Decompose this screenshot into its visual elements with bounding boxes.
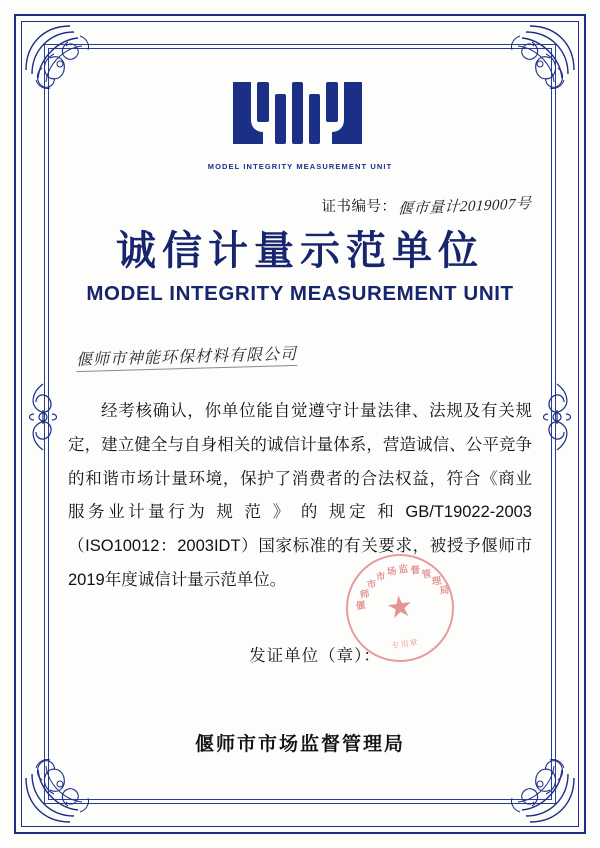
recipient-name: 偃师市神能环保材料有限公司 bbox=[76, 341, 298, 372]
seal-bottom-text: 专用章 bbox=[391, 637, 420, 651]
certificate-title-chinese: 诚信计量示范单位 bbox=[116, 229, 484, 273]
certificate-body-text: 经考核确认，你单位能自觉遵守计量法律、法规及有关规定，建立健全与自身相关的诚信计量体系，营造诚信、公平竞争的和谐市场计量环境，保护了消费者的合法权益，符合《商业 服务业计量行为 规 范 》 的 规定 和 GB/T19022-2003（ISO10012：2003IDT）国家标准的有关要求，被授予偃师市2019年度诚信计量示范单位。 bbox=[68, 402, 532, 590]
certificate-title-english: MODEL INTEGRITY MEASUREMENT UNIT bbox=[86, 282, 514, 305]
certificate-number-row bbox=[60, 195, 540, 216]
seal-top-text: 偃 师 市 市 场 监 督 管 理 局 bbox=[355, 563, 450, 613]
issuing-organization: 偃师市市场监督管理局 bbox=[194, 734, 405, 755]
logo-subtitle: MODEL INTEGRITY MEASUREMENT UNIT bbox=[207, 162, 393, 171]
side-ornament-icon bbox=[26, 380, 60, 454]
issuer-signature-label: 发证单位（章）： bbox=[249, 646, 381, 665]
certificate-number-value: 偃市量计2019007号 bbox=[397, 196, 533, 218]
logo-block bbox=[60, 56, 540, 171]
certificate-content bbox=[60, 56, 540, 792]
mim-monogram-logo-icon bbox=[225, 74, 375, 152]
side-ornament-icon bbox=[540, 380, 574, 454]
seal-star-icon: ★ bbox=[384, 589, 416, 626]
certificate-number-label: 证书编号： bbox=[321, 199, 397, 215]
official-red-seal bbox=[339, 547, 461, 669]
